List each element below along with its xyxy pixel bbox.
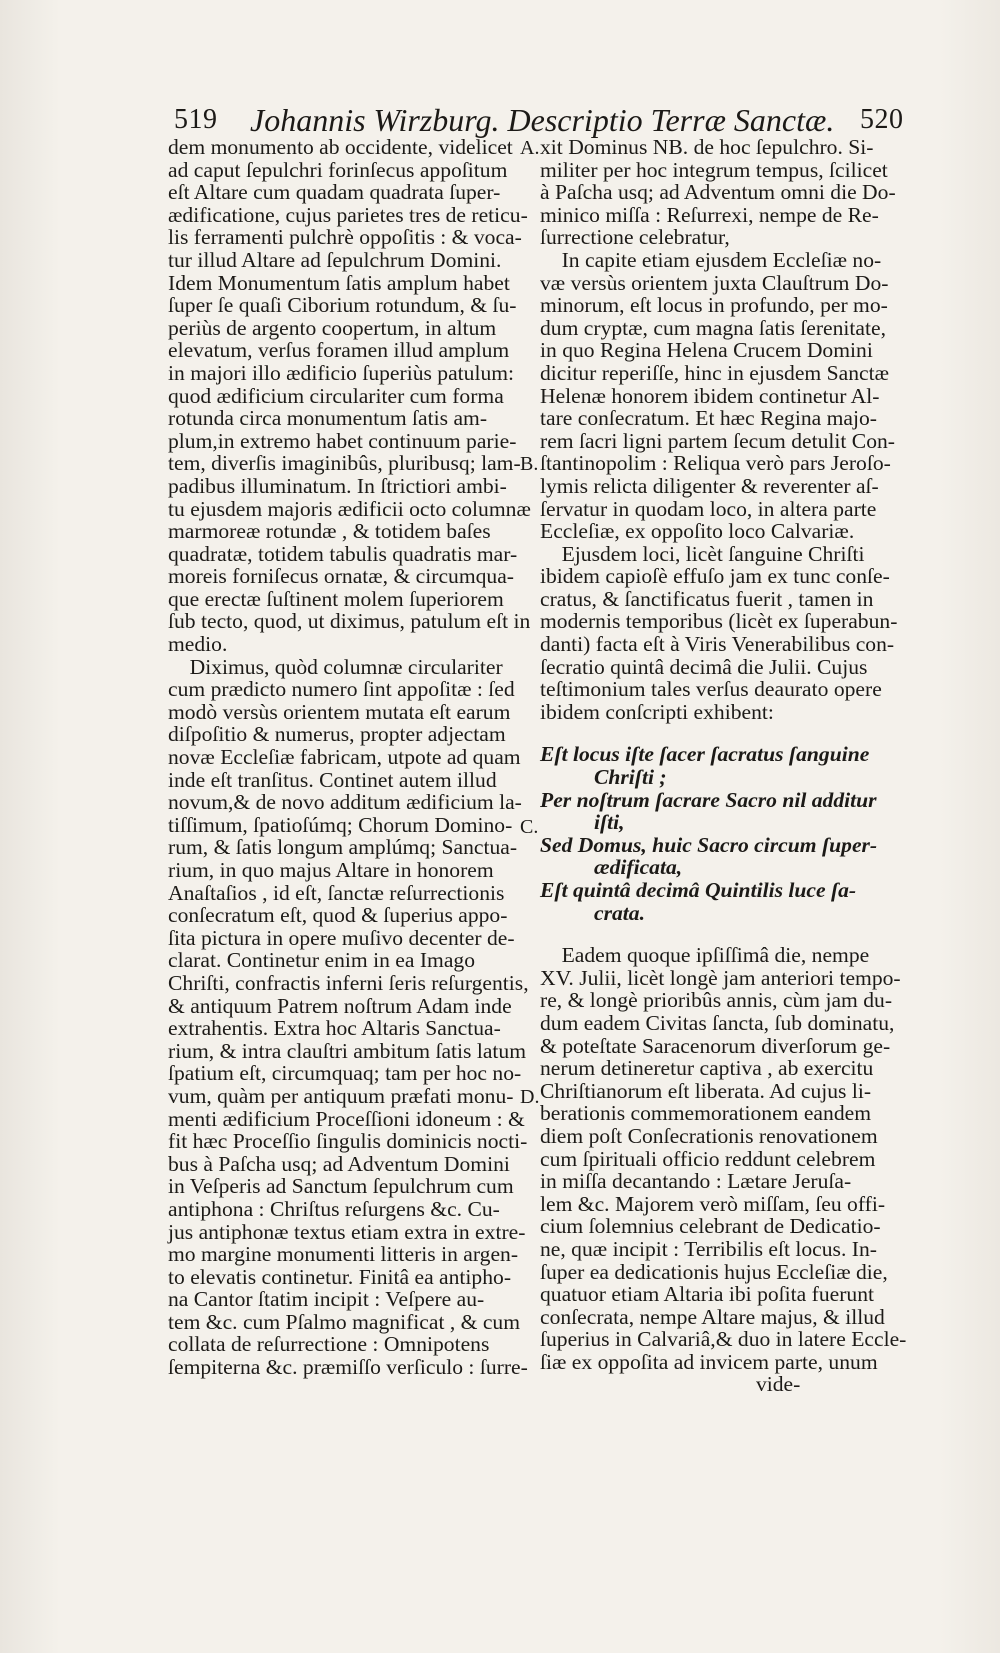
text-line: ibidem conſcripti exhibent: — [540, 699, 774, 724]
text-line: Eccleſiæ, ex oppoſito loco Calvariæ. — [540, 519, 855, 544]
text-line: dicitur reperiſſe, hinc in ejusdem Sanctæ — [540, 360, 890, 385]
text-line: tiſſimum, ſpatioſúmq; Chorum Domino- — [168, 812, 513, 837]
text-line: elevatum, verſus foramen illud amplum — [168, 338, 510, 363]
text-line: Chriſtianorum eſt liberata. Ad cujus li- — [540, 1078, 872, 1103]
text-line: mo margine monumenti litteris in argen- — [168, 1242, 519, 1267]
text-line: ſempiterna &c. præmiſſo verſiculo : ſurre- — [168, 1355, 528, 1380]
text-line: ibidem capioſè effuſo jam ex tunc conſe- — [540, 564, 890, 589]
text-line: ſuper ſe quaſi Ciborium rotundum, & ſu- — [168, 293, 517, 318]
text-line: plum,in extremo habet continuum parie- — [168, 428, 517, 453]
text-line: vide- — [540, 1372, 801, 1397]
text-line: à Paſcha usq; ad Adventum omni die Do- — [540, 180, 896, 205]
text-line: diem poſt Conſecrationis renovationem — [540, 1123, 878, 1148]
text-line: bus à Paſcha usq; ad Adventum Domini — [168, 1151, 510, 1176]
text-line: iſti, — [540, 810, 625, 835]
text-line: ſuper ea dedicationis hujus Eccleſiæ die, — [540, 1259, 888, 1284]
text-line: cum prædicto numero ſint appoſitæ : ſed — [168, 677, 515, 702]
right-column — [540, 136, 920, 1396]
text-line: rotunda circa monumentum ſatis am- — [168, 406, 488, 431]
text-line: rium, in quo majus Altare in honorem — [168, 858, 494, 882]
text-line: padibus illuminatum. In ſtrictiori ambi- — [168, 473, 507, 498]
text-line: dum eadem Civitas ſancta, ſub dominatu, — [540, 1010, 895, 1035]
text-line: clarat. Continetur enim in ea Imago — [168, 948, 476, 973]
text-line: ædificata, — [540, 855, 683, 880]
text-line: Eſt locus iſte ſacer ſacratus ſanguine — [540, 742, 870, 767]
text-line: marmoreæ rotundæ , & totidem baſes — [168, 519, 491, 544]
text-line: crata. — [540, 900, 645, 925]
text-line: minico miſſa : Reſurrexi, nempe de Re- — [540, 202, 879, 227]
text-line: re, & longè prioribûs annis, cùm jam du- — [540, 988, 893, 1013]
text-line: quatuor etiam Altaria ibi poſita fuerunt — [540, 1282, 875, 1307]
text-line: quod ædificium circulariter cum forma — [168, 383, 504, 408]
text-line: lymis relicta diligenter & reverenter aſ- — [540, 473, 879, 498]
text-line: XV. Julii, licèt longè jam anteriori tempo- — [540, 965, 901, 990]
text-line: tur illud Altare ad ſepulchrum Domini. — [168, 247, 502, 272]
text-line: nerum detineretur captiva , ab exercitu — [540, 1056, 874, 1081]
text-line: Chriſti ; — [540, 765, 667, 790]
text-line: Eadem quoque ipſiſſimâ die, nempe — [540, 943, 870, 968]
text-line: minorum, eſt locus in profundo, per mo- — [540, 293, 888, 318]
text-line: fit hæc Proceſſio ſingulis dominicis nocti- — [168, 1129, 528, 1154]
text-line: berationis commemorationem eandem — [540, 1101, 871, 1126]
text-line: Per noſtrum ſacrare Sacro nil additur — [540, 787, 877, 812]
text-line: Eſt quintâ decimâ Quintilis luce ſa- — [540, 878, 857, 902]
text-line: to elevatis continetur. Finitâ ea antipho- — [168, 1264, 512, 1289]
text-line: dem monumento ab occidente, videlicet — [168, 135, 513, 159]
text-line: antiphona : Chriſtus reſurgens &c. Cu- — [168, 1196, 500, 1221]
text-line: Ejusdem loci, licèt ſanguine Chriſti — [540, 541, 865, 566]
text-line: cium ſolemnius celebrant de Dedicatio- — [540, 1214, 881, 1239]
text-line: ſurrectione celebratur, — [540, 225, 730, 250]
text-line: ædificatione, cujus parietes tres de reticu- — [168, 202, 528, 227]
text-line: ſecratio quintâ decimâ die Julii. Cujus — [540, 654, 868, 679]
page-number-left: 519 — [174, 104, 218, 135]
margin-marker-b: B. — [520, 453, 539, 475]
text-line: eſt Altare cum quadam quadrata ſuper- — [168, 180, 501, 205]
text-line: in Veſperis ad Sanctum ſepulchrum cum — [168, 1174, 514, 1199]
text-line: in miſſa decantando : Lætare Jeruſa- — [540, 1169, 852, 1194]
text-line: ſiæ ex oppoſita ad invicem parte, unum — [540, 1349, 878, 1374]
text-line: ſervatur in quodam loco, in altera parte — [540, 496, 877, 521]
text-line: teſtimonium tales verſus deaurato opere — [540, 677, 882, 702]
text-line: conſecrata, nempe Altare majus, & illud — [540, 1304, 885, 1329]
text-line: Sed Domus, huic Sacro circum ſuper- — [540, 832, 878, 857]
text-line: modò versùs orientem mutata eſt earum — [168, 699, 511, 724]
text-line: novæ Eccleſiæ fabricam, utpote ad quam — [168, 745, 521, 770]
text-line: tu ejusdem majoris ædificii octo columnæ — [168, 496, 531, 521]
running-title: Johannis Wirzburg. Descriptio Terræ Sanctæ. — [250, 102, 835, 138]
text-line: væ versùs orientem juxta Clauſtrum Do- — [540, 270, 889, 295]
text-line: modernis temporibus (licèt ex ſuperabun- — [540, 609, 898, 634]
text-line: conſecratum eſt, quod & ſuperius appo- — [168, 903, 508, 928]
text-line: extrahentis. Extra hoc Altaris Sanctua- — [168, 1016, 501, 1041]
text-line: ad caput ſepulchri forinſecus appoſitum — [168, 157, 508, 182]
text-line: medio. — [168, 632, 228, 657]
text-line: diſpoſitio & numerus, propter adjectam — [168, 722, 506, 747]
text-line: & poteſtate Saracenorum diverſorum ge- — [540, 1033, 891, 1058]
spacer — [540, 924, 920, 944]
text-line: Helenæ honorem ibidem continetur Al- — [540, 383, 880, 408]
text-line: Diximus, quòd columnæ circulariter — [168, 654, 503, 679]
text-line: dum cryptæ, cum magna ſatis ſerenitate, — [540, 315, 886, 340]
text-line: collata de reſurrectione : Omnipotens — [168, 1332, 490, 1357]
text-line: ſtantinopolim : Reliqua verò pars Jeroſo- — [540, 451, 891, 476]
text-line: militer per hoc integrum tempus, ſcilicet — [540, 157, 888, 182]
text-line: Anaſtaſios , id eſt, ſanctæ reſurrectionis — [168, 880, 505, 905]
margin-marker-c: C. — [520, 816, 539, 838]
text-line: na Cantor ſtatim incipit : Veſpere au- — [168, 1287, 485, 1312]
text-line: tare conſecratum. Et hæc Regina majo- — [540, 406, 877, 431]
text-line: ne, quæ incipit : Terribilis eſt locus. In- — [540, 1236, 877, 1261]
text-line: inde eſt tranſitus. Continet autem illud — [168, 767, 497, 792]
text-line: que erectæ ſuſtinent molem ſuperiorem — [168, 586, 504, 611]
text-line: ſuperius in Calvariâ,& duo in latere Eccle- — [540, 1327, 907, 1352]
text-line: cum ſpirituali officio reddunt celebrem — [540, 1146, 876, 1171]
text-line: periùs de argento coopertum, in altum — [168, 315, 497, 340]
text-line: tem &c. cum Pſalmo magnificat , & cum — [168, 1309, 521, 1334]
text-line: rium, & intra clauſtri ambitum ſatis latum — [168, 1038, 527, 1063]
text-line: moreis forniſecus ornatæ, & circumqua- — [168, 564, 514, 589]
text-line: ſpatium eſt, circumquaq; tam per hoc no- — [168, 1061, 522, 1086]
text-line: vum, quàm per antiquum præfati monu- — [168, 1083, 514, 1108]
text-line: danti) facta eſt à Viris Venerabilibus con- — [540, 632, 895, 657]
text-line: ſub tecto, quod, ut diximus, patulum eſt in — [168, 609, 531, 634]
page-number-right: 520 — [860, 104, 904, 135]
text-line: quadratæ, totidem tabulis quadratis mar- — [168, 541, 518, 566]
text-line: In capite etiam ejusdem Eccleſiæ no- — [540, 247, 882, 272]
spacer — [540, 723, 920, 743]
text-line: ſita pictura in opere muſivo decenter de- — [168, 925, 515, 950]
margin-marker-d: D. — [520, 1086, 540, 1108]
text-line: & antiquum Patrem noſtrum Adam inde — [168, 993, 512, 1018]
text-line: tem, diverſis imaginibûs, pluribusq; lam- — [168, 451, 521, 476]
text-line: jus antiphonæ textus etiam extra in extre- — [168, 1219, 526, 1244]
text-line: in quo Regina Helena Crucem Domini — [540, 338, 873, 363]
text-line: Idem Monumentum ſatis amplum habet — [168, 270, 510, 295]
margin-marker-a: A. — [520, 137, 540, 159]
text-line: Chriſti, confractis inferni ſeris reſurgentis, — [168, 970, 529, 995]
text-line: rem ſacri ligni partem ſecum detulit Con- — [540, 428, 895, 453]
text-line: xit Dominus NB. de hoc ſepulchro. Si- — [540, 135, 874, 159]
text-line: menti ædificium Proceſſioni idoneum : & — [168, 1106, 525, 1131]
left-column — [168, 136, 538, 1379]
text-line: lis ferramenti pulchrè oppoſitis : & voca- — [168, 225, 522, 250]
text-line: rum, & ſatis longum amplúmq; Sanctua- — [168, 835, 518, 860]
text-line: cratus, & ſanctificatus fuerit , tamen in — [540, 586, 874, 611]
text-line: in majori illo ædificio ſuperiùs patulum: — [168, 360, 515, 385]
text-line: novum,& de novo additum ædificium la- — [168, 790, 522, 815]
text-line: lem &c. Majorem verò miſſam, ſeu offi- — [540, 1191, 886, 1216]
